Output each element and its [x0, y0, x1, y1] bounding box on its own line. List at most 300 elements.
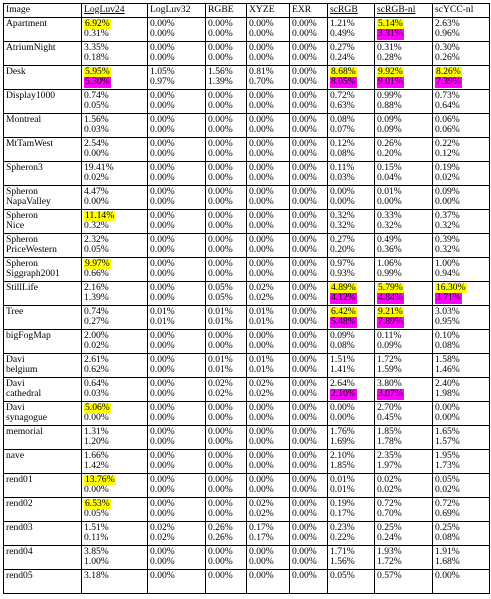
value-cell	[290, 569, 328, 593]
value-text: 0.00%	[150, 412, 175, 423]
value-line	[150, 557, 203, 568]
value-text: 0.17%	[249, 521, 274, 533]
image-name-line: Spheron	[6, 233, 38, 245]
value-cell	[433, 353, 490, 377]
value-line	[292, 125, 325, 136]
value-text: 1.51%	[330, 353, 355, 365]
value-cell	[375, 233, 433, 257]
value-text: 0.00%	[292, 137, 317, 149]
value-text: 0.00%	[249, 196, 274, 207]
value-cell	[206, 569, 247, 593]
value-text: 0.63%	[330, 100, 355, 111]
value-text: 0.00%	[208, 460, 233, 471]
value-line	[377, 293, 430, 304]
value-cell	[148, 425, 206, 449]
value-cell	[206, 497, 247, 521]
value-text: 0.00%	[150, 508, 175, 519]
value-text: 0.02%	[435, 172, 460, 183]
value-text: 0.01%	[150, 305, 175, 317]
value-text: 0.00%	[150, 17, 175, 29]
value-text: 0.00%	[208, 41, 233, 53]
highlighted-value-yellow: 5.14%	[378, 17, 403, 29]
value-text: 0.00%	[84, 148, 109, 159]
value-text: 2.63%	[435, 17, 460, 29]
value-cell	[206, 377, 247, 401]
value-cell	[290, 161, 328, 185]
value-text: 0.00%	[150, 281, 175, 293]
value-line	[292, 149, 325, 160]
image-name-line	[6, 437, 79, 448]
value-cell	[247, 281, 290, 305]
value-text: 0.04%	[377, 172, 402, 183]
value-text: 0.27%	[330, 41, 355, 53]
image-name-line: cathedral	[6, 388, 42, 399]
value-text: 0.00%	[435, 196, 460, 207]
value-text: 0.00%	[292, 89, 317, 101]
value-text: 0.00%	[292, 364, 317, 375]
value-text: 0.00%	[292, 329, 317, 341]
value-text: 0.20%	[330, 244, 355, 255]
value-cell	[148, 353, 206, 377]
value-cell	[247, 569, 290, 593]
value-cell	[375, 65, 433, 89]
value-text: 0.00%	[249, 569, 274, 581]
value-text: 1.78%	[377, 436, 402, 447]
image-name-cell	[4, 281, 82, 305]
value-cell	[206, 281, 247, 305]
value-text: 0.11%	[330, 161, 355, 173]
value-text: 0.05%	[208, 281, 233, 293]
value-cell	[206, 89, 247, 113]
value-line	[249, 125, 287, 136]
value-cell	[247, 113, 290, 137]
value-text: 0.00%	[208, 28, 233, 39]
value-line	[208, 221, 244, 232]
value-line	[377, 341, 430, 352]
image-name-line: Display1000	[6, 89, 56, 101]
value-cell	[375, 449, 433, 473]
value-line	[377, 485, 430, 496]
value-line	[435, 509, 487, 520]
value-text: 3.18%	[84, 569, 109, 581]
value-text: 2.54%	[84, 137, 109, 149]
value-text: 0.00%	[330, 401, 355, 413]
value-line	[150, 533, 203, 544]
value-cell	[433, 161, 490, 185]
value-cell	[148, 41, 206, 65]
image-name-line	[6, 461, 79, 472]
value-cell	[433, 401, 490, 425]
value-cell	[148, 377, 206, 401]
image-name-line: MtTamWest	[6, 137, 54, 149]
value-text: 0.00%	[208, 412, 233, 423]
value-text: 0.00%	[292, 377, 317, 389]
value-text: 0.01%	[330, 473, 355, 485]
value-text: 0.00%	[150, 185, 175, 197]
value-cell	[247, 209, 290, 233]
value-line	[292, 365, 325, 376]
value-line	[249, 389, 287, 400]
value-cell	[148, 281, 206, 305]
value-text: 0.01%	[208, 364, 233, 375]
value-text: 0.32%	[330, 220, 355, 231]
value-text: 0.03%	[84, 124, 109, 135]
col-header-scrgb-nl: scRGB-nl	[375, 4, 433, 18]
value-cell	[433, 113, 490, 137]
value-cell	[206, 65, 247, 89]
value-text: 1.58%	[435, 353, 460, 365]
value-line	[377, 101, 430, 112]
value-text: 0.37%	[435, 209, 460, 221]
value-cell	[206, 305, 247, 329]
value-cell	[247, 473, 290, 497]
value-text: 0.28%	[377, 52, 402, 63]
col-header-rgbe: RGBE	[206, 4, 247, 18]
value-cell	[433, 305, 490, 329]
value-line	[292, 197, 325, 208]
value-cell	[375, 473, 433, 497]
value-cell	[247, 89, 290, 113]
value-text: 0.00%	[292, 244, 317, 255]
value-line	[330, 29, 372, 40]
value-text: 0.23%	[330, 521, 355, 533]
value-text: 0.00%	[249, 412, 274, 423]
value-line	[435, 29, 487, 40]
value-cell	[375, 329, 433, 353]
value-line	[84, 53, 145, 64]
value-text: 0.00%	[208, 449, 233, 461]
value-text: 0.69%	[435, 508, 460, 519]
value-line	[84, 533, 145, 544]
value-text: 1.85%	[330, 460, 355, 471]
image-name-line: Siggraph2001	[6, 268, 60, 279]
value-cell	[148, 257, 206, 281]
value-line	[435, 571, 487, 582]
value-line	[249, 365, 287, 376]
value-text: 0.00%	[377, 196, 402, 207]
value-cell	[290, 185, 328, 209]
value-text: 0.00%	[150, 377, 175, 389]
col-header-logluv32: LogLuv32	[148, 4, 206, 18]
value-text: 0.18%	[84, 52, 109, 63]
value-cell	[328, 521, 375, 545]
image-name-line: StillLife	[6, 281, 38, 293]
value-cell	[375, 41, 433, 65]
value-line	[292, 533, 325, 544]
value-line	[330, 485, 372, 496]
value-text: 0.00%	[208, 545, 233, 557]
value-text: 0.00%	[208, 268, 233, 279]
value-line	[292, 173, 325, 184]
value-text: 0.02%	[150, 532, 175, 543]
value-text: 0.64%	[84, 377, 109, 389]
value-text: 1.39%	[208, 76, 233, 87]
value-line	[249, 101, 287, 112]
highlighted-value-yellow: 6.53%	[85, 497, 110, 509]
value-line	[330, 341, 372, 352]
value-cell	[433, 65, 490, 89]
value-text: 0.00%	[249, 401, 274, 413]
value-text: 1.46%	[435, 364, 460, 375]
value-line	[150, 197, 203, 208]
value-text: 0.00%	[292, 41, 317, 53]
value-cell	[290, 401, 328, 425]
value-text: 0.00%	[208, 185, 233, 197]
value-text: 0.93%	[330, 268, 355, 279]
image-name-line: Apartment	[6, 17, 48, 29]
value-cell	[290, 473, 328, 497]
value-text: 0.17%	[249, 532, 274, 543]
value-line	[208, 571, 244, 582]
value-line	[435, 365, 487, 376]
value-line	[249, 77, 287, 88]
value-text: 0.97%	[150, 76, 175, 87]
value-text: 0.00%	[292, 220, 317, 231]
value-line	[150, 293, 203, 304]
value-text: 0.02%	[208, 377, 233, 389]
value-text: 0.00%	[150, 124, 175, 135]
value-line	[330, 197, 372, 208]
value-line	[84, 293, 145, 304]
value-text: 0.00%	[150, 41, 175, 53]
value-line	[330, 101, 372, 112]
value-cell	[328, 89, 375, 113]
value-cell	[247, 521, 290, 545]
value-text: 0.32%	[84, 220, 109, 231]
value-line	[84, 557, 145, 568]
value-cell	[82, 377, 148, 401]
value-cell	[206, 161, 247, 185]
value-text: 0.00%	[208, 52, 233, 63]
value-text: 0.20%	[377, 148, 402, 159]
image-name-line: nave	[6, 449, 25, 461]
value-cell	[328, 137, 375, 161]
value-line	[249, 149, 287, 160]
value-text: 0.19%	[330, 497, 355, 509]
highlighted-value-magenta: 5.48%	[331, 316, 356, 327]
value-line	[84, 197, 145, 208]
value-cell	[82, 281, 148, 305]
value-text: 0.02%	[208, 388, 233, 399]
value-line	[150, 317, 203, 328]
value-text: 0.00%	[292, 281, 317, 293]
value-text: 0.00%	[150, 449, 175, 461]
value-text: 0.00%	[208, 569, 233, 581]
value-text: 0.09%	[377, 124, 402, 135]
value-text: 1.97%	[377, 460, 402, 471]
value-text: 0.00%	[150, 268, 175, 279]
value-text: 0.00%	[150, 340, 175, 351]
value-text: 0.09%	[377, 113, 402, 125]
value-cell	[433, 521, 490, 545]
value-text: 0.24%	[377, 532, 402, 543]
value-cell	[206, 425, 247, 449]
value-text: 2.16%	[84, 281, 109, 293]
value-cell	[148, 17, 206, 41]
value-text: 1.00%	[84, 556, 109, 567]
value-text: 0.00%	[249, 52, 274, 63]
value-line	[208, 341, 244, 352]
image-name-line: Nice	[6, 220, 25, 231]
value-cell	[375, 209, 433, 233]
image-name-line: rend05	[6, 569, 33, 581]
highlighted-value-magenta: 2.10%	[331, 388, 356, 399]
value-line	[292, 221, 325, 232]
value-text: 1.76%	[330, 425, 355, 437]
value-line	[150, 149, 203, 160]
value-text: 0.00%	[292, 100, 317, 111]
value-cell	[247, 137, 290, 161]
value-line	[84, 269, 145, 280]
highlighted-value-magenta: 3.71%	[436, 292, 461, 303]
value-text: 0.30%	[435, 41, 460, 53]
image-name-cell	[4, 425, 82, 449]
value-line	[150, 341, 203, 352]
value-line	[435, 101, 487, 112]
value-cell	[82, 41, 148, 65]
value-text: 19.41%	[84, 161, 114, 173]
value-cell	[375, 377, 433, 401]
value-line	[292, 509, 325, 520]
value-cell	[290, 497, 328, 521]
value-text: 0.26%	[377, 137, 402, 149]
value-line	[249, 53, 287, 64]
image-name-cell	[4, 401, 82, 425]
value-text: 0.02%	[249, 497, 274, 509]
value-text: 0.05%	[330, 569, 355, 581]
value-text: 0.00%	[150, 244, 175, 255]
value-cell	[206, 137, 247, 161]
value-text: 2.00%	[84, 329, 109, 341]
value-line	[377, 365, 430, 376]
value-text: 0.08%	[330, 148, 355, 159]
value-cell	[82, 209, 148, 233]
value-text: 2.64%	[330, 377, 355, 389]
image-name-cell	[4, 569, 82, 593]
value-line	[249, 437, 287, 448]
value-cell	[433, 41, 490, 65]
value-line	[330, 221, 372, 232]
value-text: 0.32%	[435, 244, 460, 255]
value-line	[292, 413, 325, 424]
image-name-cell	[4, 473, 82, 497]
value-text: 0.00%	[249, 556, 274, 567]
value-text: 0.00%	[292, 28, 317, 39]
value-text: 0.00%	[292, 172, 317, 183]
value-text: 2.40%	[435, 377, 460, 389]
highlighted-value-magenta: 8.05%	[331, 76, 356, 87]
value-text: 0.05%	[84, 508, 109, 519]
value-cell	[247, 377, 290, 401]
value-line	[330, 149, 372, 160]
value-text: 0.02%	[84, 172, 109, 183]
value-cell	[206, 329, 247, 353]
value-text: 0.00%	[208, 401, 233, 413]
value-cell	[433, 17, 490, 41]
value-text: 0.01%	[330, 484, 355, 495]
value-text: 0.00%	[292, 161, 317, 173]
table-row	[4, 497, 490, 521]
table-row	[4, 17, 490, 41]
table-row	[4, 161, 490, 185]
value-cell	[82, 233, 148, 257]
value-text: 0.05%	[84, 244, 109, 255]
value-text: 0.00%	[249, 460, 274, 471]
value-text: 0.81%	[249, 65, 274, 77]
value-cell	[328, 377, 375, 401]
table-row	[4, 377, 490, 401]
value-text: 1.93%	[377, 545, 402, 557]
value-text: 0.74%	[84, 89, 109, 101]
value-line	[84, 245, 145, 256]
image-name-cell	[4, 185, 82, 209]
value-text: 0.00%	[249, 100, 274, 111]
value-text: 3.85%	[84, 545, 109, 557]
value-line	[249, 571, 287, 582]
value-cell	[82, 401, 148, 425]
value-text: 0.00%	[150, 545, 175, 557]
value-text: 0.02%	[249, 388, 274, 399]
value-text: 0.00%	[292, 532, 317, 543]
value-line	[377, 317, 430, 328]
value-text: 0.01%	[208, 316, 233, 327]
value-cell	[247, 305, 290, 329]
value-text: 1.69%	[330, 436, 355, 447]
value-line	[292, 269, 325, 280]
value-line	[292, 571, 325, 582]
value-line	[330, 173, 372, 184]
image-name-line: Davi	[6, 401, 25, 413]
image-name-line	[6, 317, 79, 328]
value-line	[150, 269, 203, 280]
value-text: 0.00%	[150, 148, 175, 159]
value-text: 0.00%	[208, 233, 233, 245]
value-text: 0.07%	[330, 124, 355, 135]
value-text: 0.00%	[249, 185, 274, 197]
value-cell	[247, 329, 290, 353]
value-text: 0.00%	[292, 196, 317, 207]
value-cell	[247, 17, 290, 41]
value-text: 0.00%	[330, 185, 355, 197]
value-line	[377, 77, 430, 88]
value-line	[84, 437, 145, 448]
value-line	[377, 437, 430, 448]
image-name-line: rend03	[6, 521, 33, 533]
value-line	[84, 413, 145, 424]
value-line	[150, 437, 203, 448]
value-text: 0.05%	[435, 473, 460, 485]
value-cell	[290, 209, 328, 233]
value-cell	[290, 233, 328, 257]
value-cell	[433, 329, 490, 353]
value-line	[330, 413, 372, 424]
value-text: 2.61%	[84, 353, 109, 365]
value-text: 0.27%	[330, 233, 355, 245]
value-text: 0.01%	[150, 316, 175, 327]
value-text: 0.08%	[435, 532, 460, 543]
image-name-line: rend04	[6, 545, 33, 557]
value-cell	[328, 425, 375, 449]
value-line	[377, 413, 430, 424]
value-cell	[290, 65, 328, 89]
value-cell	[375, 89, 433, 113]
value-text: 0.33%	[377, 209, 402, 221]
value-line	[377, 29, 430, 40]
value-cell	[375, 185, 433, 209]
value-text: 1.65%	[435, 425, 460, 437]
image-name-line	[6, 533, 79, 544]
value-text: 0.64%	[435, 100, 460, 111]
